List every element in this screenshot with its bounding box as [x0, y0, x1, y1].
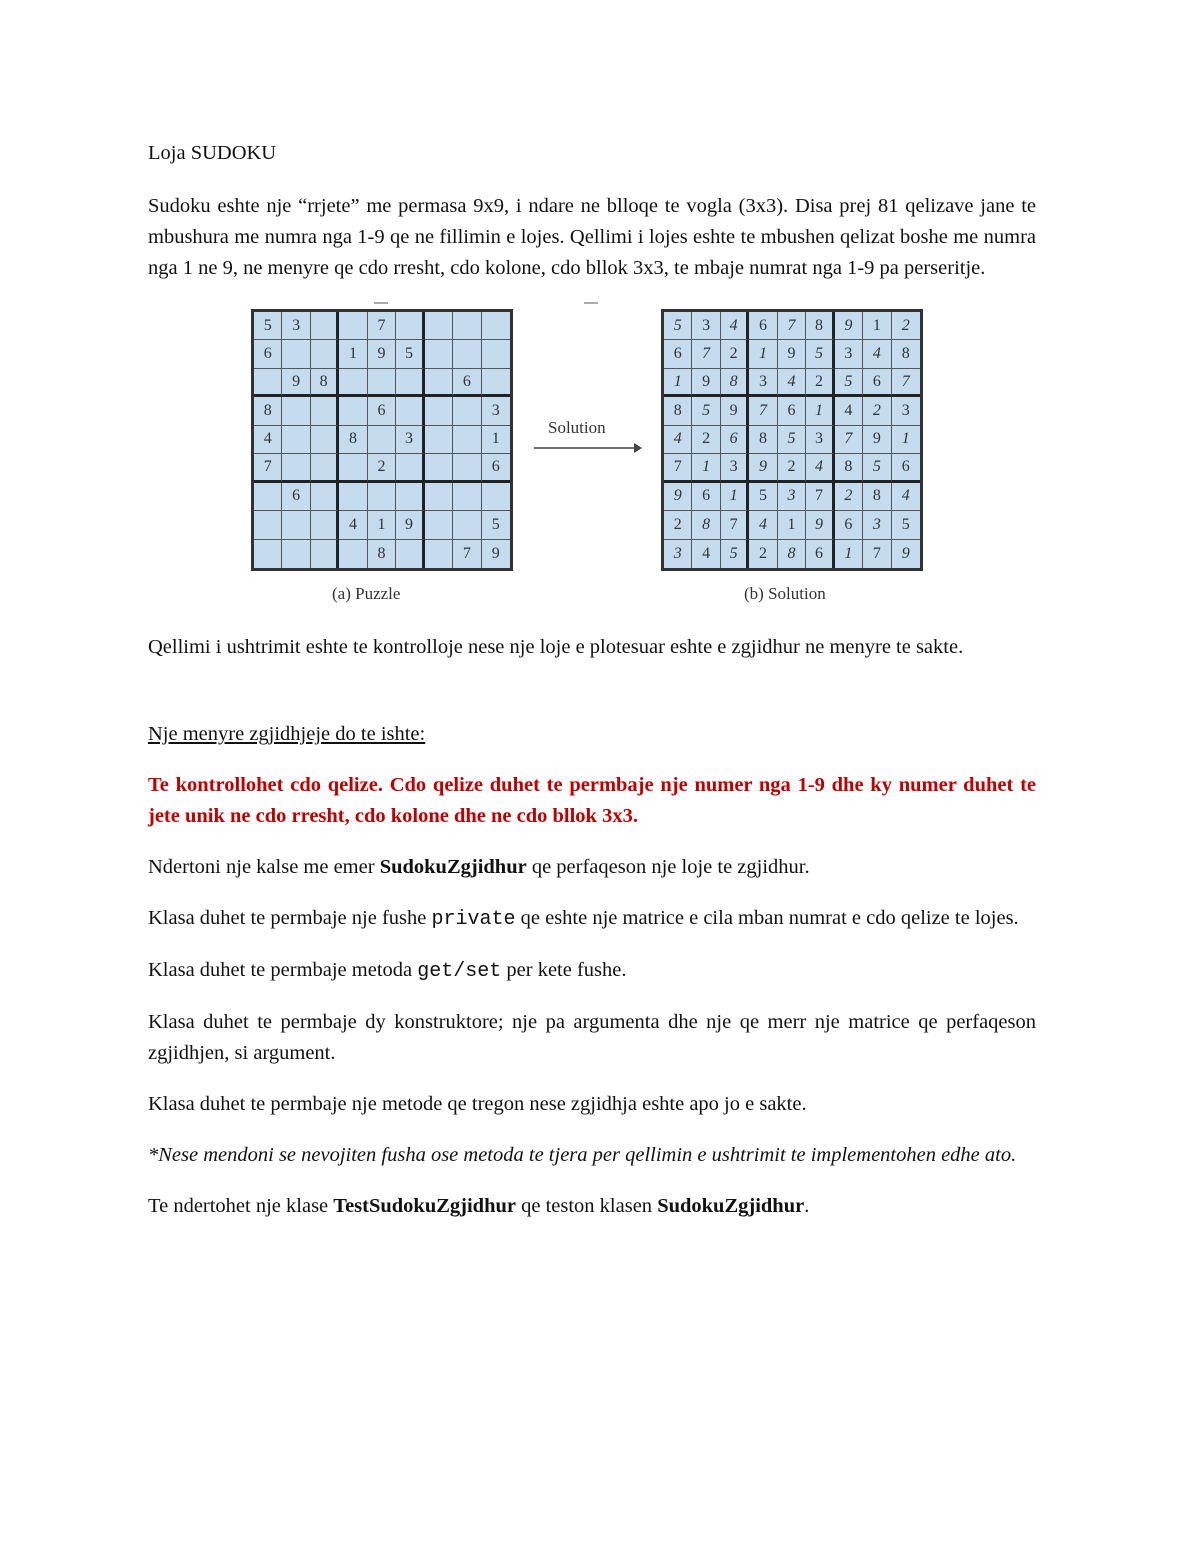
sudoku-cell: 7: [835, 426, 863, 454]
sudoku-cell: 7: [664, 454, 692, 482]
sudoku-cell: [425, 397, 453, 425]
sudoku-cell: [453, 397, 481, 425]
sudoku-cell: 5: [482, 511, 510, 539]
sudoku-cell: [282, 454, 310, 482]
sudoku-cell: [339, 540, 367, 568]
sudoku-cell: 6: [453, 369, 481, 397]
getset-paragraph-before: Klasa duhet te permbaje metoda: [148, 959, 418, 981]
sudoku-cell: [425, 340, 453, 368]
sudoku-figure: [148, 306, 1036, 608]
sudoku-cell: 3: [692, 312, 720, 340]
sudoku-cell: 6: [282, 483, 310, 511]
sudoku-cell: [368, 483, 396, 511]
test-paragraph-before: Te ndertohet nje klase: [148, 1195, 334, 1217]
sudoku-cell: 5: [254, 312, 282, 340]
sudoku-cell: 9: [806, 511, 834, 539]
sudoku-cell: 9: [368, 340, 396, 368]
sudoku-cell: 9: [863, 426, 891, 454]
sudoku-cell: 7: [806, 483, 834, 511]
sudoku-cell: [425, 511, 453, 539]
sudoku-cell: 1: [482, 426, 510, 454]
sudoku-cell: 8: [311, 369, 339, 397]
getset-keyword: get/set: [417, 960, 502, 983]
note-paragraph: *Nese mendoni se nevojiten fusha ose metoda te tjera per qellimin e ushtrimit te implementohen edhe ato.: [148, 1144, 1017, 1166]
sudoku-cell: 6: [254, 340, 282, 368]
sudoku-cell: 5: [664, 312, 692, 340]
sudoku-cell: 7: [863, 540, 891, 568]
method-paragraph: Klasa duhet te permbaje nje metode qe tregon nese zgjidhja eshte apo jo e sakte.: [148, 1093, 807, 1115]
getset-paragraph: [148, 955, 1036, 987]
sudoku-cell: 6: [892, 454, 920, 482]
sudoku-cell: 2: [835, 483, 863, 511]
sudoku-cell: 2: [863, 397, 891, 425]
sudoku-cell: 4: [892, 483, 920, 511]
sudoku-cell: [453, 426, 481, 454]
puzzle-caption: (a) Puzzle: [332, 584, 401, 603]
sudoku-cell: 1: [806, 397, 834, 425]
sudoku-cell: 6: [806, 540, 834, 568]
sudoku-cell: 2: [892, 312, 920, 340]
class-paragraph-before: Ndertoni nje kalse me emer: [148, 856, 380, 878]
sudoku-cell: [482, 369, 510, 397]
sudoku-cell: 7: [721, 511, 749, 539]
sudoku-cell: 8: [863, 483, 891, 511]
sudoku-cell: 9: [396, 511, 424, 539]
sudoku-cell: 1: [778, 511, 806, 539]
sudoku-cell: 1: [835, 540, 863, 568]
solution-grid: [661, 309, 923, 571]
sudoku-cell: 4: [835, 397, 863, 425]
sudoku-cell: [396, 312, 424, 340]
sudoku-cell: 9: [778, 340, 806, 368]
sudoku-cell: [282, 511, 310, 539]
class-paragraph: [148, 852, 1036, 883]
sudoku-cell: 3: [749, 369, 777, 397]
sudoku-cell: 1: [721, 483, 749, 511]
sudoku-cell: [482, 483, 510, 511]
sudoku-cell: 6: [692, 483, 720, 511]
document-title: Loja SUDOKU: [148, 142, 277, 164]
sudoku-cell: 6: [863, 369, 891, 397]
sudoku-cell: [311, 483, 339, 511]
sudoku-cell: 9: [491, 544, 500, 562]
sudoku-cell: 4: [692, 540, 720, 568]
sudoku-cell: 3: [835, 340, 863, 368]
sudoku-cell: 7: [453, 540, 481, 568]
sudoku-cell: 3: [482, 397, 510, 425]
getset-paragraph-after: per kete fushe.: [501, 959, 627, 981]
sudoku-cell: 7: [778, 312, 806, 340]
sudoku-cell: [425, 312, 453, 340]
sudoku-cell: 8: [721, 369, 749, 397]
sudoku-cell: 8: [254, 397, 282, 425]
sudoku-cell: [254, 511, 282, 539]
sudoku-cell: [282, 540, 310, 568]
sudoku-cell: 8: [749, 426, 777, 454]
sudoku-cell: 8: [692, 511, 720, 539]
sudoku-cell: 3: [664, 540, 692, 568]
scan-mark: [374, 302, 388, 304]
sudoku-cell: 2: [806, 369, 834, 397]
sudoku-cell: [311, 397, 339, 425]
sudoku-cell: [311, 454, 339, 482]
sudoku-cell: [482, 340, 510, 368]
sudoku-cell: 5: [863, 454, 891, 482]
sudoku-cell: 4: [863, 340, 891, 368]
sudoku-cell: 5: [721, 540, 749, 568]
sudoku-cell: 2: [368, 454, 396, 482]
sudoku-cell: 8: [892, 340, 920, 368]
sudoku-cell: 6: [835, 511, 863, 539]
field-paragraph-after: qe eshte nje matrice e cila mban numrat e cdo qelize te lojes.: [515, 907, 1019, 929]
sudoku-cell: 6: [721, 426, 749, 454]
sudoku-cell: [396, 483, 424, 511]
sudoku-cell: 5: [749, 483, 777, 511]
sudoku-cell: 5: [835, 369, 863, 397]
sudoku-cell: [339, 483, 367, 511]
sudoku-cell: 4: [806, 454, 834, 482]
sudoku-cell: 1: [692, 454, 720, 482]
test-class-name-bold: TestSudokuZgjidhur: [333, 1195, 516, 1217]
sudoku-cell: 1: [664, 369, 692, 397]
sudoku-cell: 4: [721, 312, 749, 340]
sudoku-cell: 5: [778, 426, 806, 454]
sudoku-cell: [453, 511, 481, 539]
sudoku-cell: [282, 397, 310, 425]
sudoku-cell: [396, 369, 424, 397]
sudoku-cell: [311, 340, 339, 368]
sudoku-cell: [282, 340, 310, 368]
sudoku-cell: 8: [339, 426, 367, 454]
sudoku-cell: 3: [892, 397, 920, 425]
sudoku-cell: 1: [892, 426, 920, 454]
sudoku-cell: [425, 426, 453, 454]
sudoku-cell: [311, 540, 339, 568]
field-paragraph-before: Klasa duhet te permbaje nje fushe: [148, 907, 432, 929]
document-page: [148, 138, 1036, 1222]
sudoku-cell: [339, 312, 367, 340]
arrow-label: Solution: [548, 418, 606, 437]
sudoku-cell: [396, 540, 424, 568]
sudoku-cell: [311, 511, 339, 539]
constructors-paragraph: Klasa duhet te permbaje dy konstruktore; nje pa argumenta dhe nje qe merr nje matrice qe perfaqeson zgjidhjen, si argument.: [148, 1011, 1036, 1064]
sudoku-cell: 8: [664, 397, 692, 425]
sudoku-cell: 9: [282, 369, 310, 397]
sudoku-cell: 1: [863, 312, 891, 340]
sudoku-cell: 8: [778, 540, 806, 568]
sudoku-cell: 4: [778, 369, 806, 397]
sudoku-cell: [425, 483, 453, 511]
sudoku-cell: 6: [749, 312, 777, 340]
sudoku-cell: [368, 369, 396, 397]
sudoku-cell: 6: [368, 397, 396, 425]
sudoku-cell: [339, 454, 367, 482]
sudoku-cell: 9: [835, 312, 863, 340]
sudoku-cell: 7: [749, 397, 777, 425]
sudoku-cell: 3: [282, 312, 310, 340]
sudoku-cell: 9: [749, 454, 777, 482]
sudoku-cell: [453, 340, 481, 368]
sudoku-cell: [339, 397, 367, 425]
sudoku-cell: [311, 312, 339, 340]
sudoku-cell: 3: [778, 483, 806, 511]
solution-caption: (b) Solution: [744, 584, 826, 603]
class-paragraph-after: qe perfaqeson nje loje te zgjidhur.: [526, 856, 810, 878]
sudoku-cell: 5: [892, 511, 920, 539]
sudoku-cell: [339, 369, 367, 397]
class-name-bold: SudokuZgjidhur: [379, 856, 527, 878]
sudoku-cell: [282, 426, 310, 454]
sudoku-cell: [396, 454, 424, 482]
sudoku-cell: [425, 540, 453, 568]
sudoku-cell: [254, 483, 282, 511]
sudoku-cell: 9: [692, 369, 720, 397]
private-keyword: private: [431, 908, 516, 931]
sudoku-cell: 1: [749, 340, 777, 368]
sudoku-cell: 5: [396, 340, 424, 368]
test-paragraph-middle: qe teston klasen: [515, 1195, 658, 1217]
sudoku-cell: [425, 369, 453, 397]
sudoku-cell: [368, 426, 396, 454]
sudoku-cell: 1: [368, 511, 396, 539]
sudoku-cell: 3: [806, 426, 834, 454]
sudoku-cell: [425, 454, 453, 482]
puzzle-grid: [251, 309, 513, 571]
sudoku-cell: 3: [721, 454, 749, 482]
sudoku-cell: 2: [664, 511, 692, 539]
sudoku-cell: 1: [339, 340, 367, 368]
sudoku-cell: 2: [749, 540, 777, 568]
sudoku-cell: 6: [778, 397, 806, 425]
field-paragraph: [148, 903, 1036, 935]
approach-red-text: Te kontrollohet cdo qelize. Cdo qelize duhet te permbaje nje numer nga 1-9 dhe ky numer duhet te jete unik ne cdo rresht, cdo kolone dhe ne cdo bllok 3x3.: [148, 774, 1036, 827]
sudoku-cell: 4: [339, 511, 367, 539]
test-class-paragraph: [148, 1191, 1036, 1222]
sudoku-cell: 9: [721, 397, 749, 425]
sudoku-cell: 9: [901, 544, 910, 562]
sudoku-cell: 7: [254, 454, 282, 482]
sudoku-cell: [453, 312, 481, 340]
sudoku-cell: 4: [254, 426, 282, 454]
sudoku-cell: 2: [721, 340, 749, 368]
sudoku-cell: 6: [482, 454, 510, 482]
sudoku-cell: 5: [692, 397, 720, 425]
sudoku-cell: 4: [664, 426, 692, 454]
sudoku-cell: 3: [396, 426, 424, 454]
sudoku-cell: 6: [664, 340, 692, 368]
sudoku-cell: 8: [806, 312, 834, 340]
intro-paragraph: Sudoku eshte nje “rrjete” me permasa 9x9, i ndare ne blloqe te vogla (3x3). Disa prej 81 qelizave jane te mbushura me numra nga 1-9 qe ne fillimin e lojes. Qellimi i lojes eshte te mbushen qelizat boshe me numra nga 1 ne 9, ne menyre qe cdo rresht, cdo kolone, cdo bllok 3x3, te mbaje numrat nga 1-9 pa perseritje.: [148, 195, 1036, 279]
sudoku-cell: 7: [368, 312, 396, 340]
sudoku-cell: [453, 483, 481, 511]
sudoku-cell: 9: [664, 483, 692, 511]
sudoku-cell: 2: [778, 454, 806, 482]
sudoku-cell: [482, 312, 510, 340]
sudoku-cell: 8: [368, 540, 396, 568]
sudoku-cell: [396, 397, 424, 425]
sudoku-cell: 8: [835, 454, 863, 482]
sudoku-cell: 7: [692, 340, 720, 368]
sudoku-cell: [311, 426, 339, 454]
test-paragraph-after: .: [804, 1195, 810, 1217]
sudoku-cell: [254, 369, 282, 397]
sudoku-cell: 4: [749, 511, 777, 539]
sudoku-cell: [254, 540, 282, 568]
scan-mark: [584, 302, 598, 304]
sudoku-cell: 3: [863, 511, 891, 539]
sudoku-cell: [453, 454, 481, 482]
sudoku-cell: 5: [806, 340, 834, 368]
sudoku-cell: 2: [692, 426, 720, 454]
approach-heading: Nje menyre zgjidhjeje do te ishte:: [148, 723, 426, 745]
tested-class-name-bold: SudokuZgjidhur: [657, 1195, 805, 1217]
goal-paragraph: Qellimi i ushtrimit eshte te kontrolloje nese nje loje e plotesuar eshte e zgjidhur ne menyre te sakte.: [148, 636, 964, 658]
sudoku-cell: 7: [892, 369, 920, 397]
